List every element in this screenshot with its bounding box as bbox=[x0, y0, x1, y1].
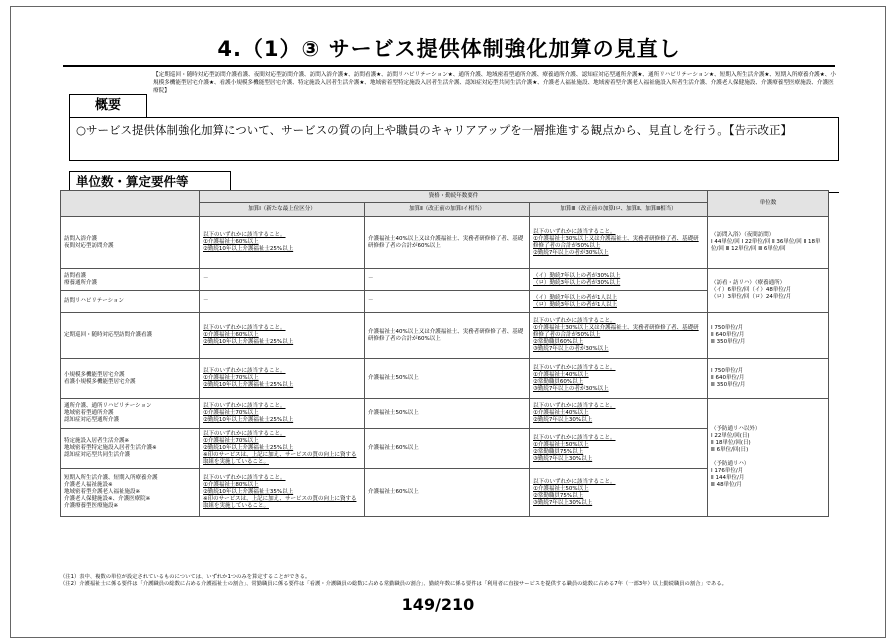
kasan-2-cell: 介護福祉士40%以上又は介護福祉士、実務者研修修了者、基礎研修修了者の合計が60%以上 bbox=[365, 313, 530, 359]
table-row bbox=[61, 359, 829, 399]
kasan-2-cell: － bbox=[365, 269, 530, 291]
page-number: 149/210 bbox=[401, 595, 475, 614]
service-cell: 短期入所生活介護、短期入所療養介護 介護老人福祉施設※ 地域密着型介護老人福祉施設※ 介護老人保健施設※、介護医療院※ 介護療養型医療施設※ bbox=[61, 469, 200, 517]
requirements-label: 単位数・算定要件等 bbox=[69, 171, 231, 193]
title-underline bbox=[63, 65, 835, 67]
kasan-3-cell: 以下のいずれかに該当すること。 ①介護福祉士40%以上 ②常勤職員60%以上 ③勤続7年以上の者が30%以上 bbox=[530, 359, 708, 399]
kasan-1-cell: 以下のいずれかに該当すること。 ①介護福祉士80%以上 ②勤続10年以上介護福祉士35%以上 ※印のサービスは、上記に加え、サービスの質の向上に資する取組を実施していること。 bbox=[200, 469, 365, 517]
kasan-2-cell: 介護福祉士50%以上 bbox=[365, 399, 530, 429]
units-cell: Ⅰ 750単位/月 Ⅱ 640単位/月 Ⅲ 350単位/月 bbox=[708, 313, 829, 359]
kasan-1-cell: － bbox=[200, 291, 365, 313]
kasan-1-cell: － bbox=[200, 269, 365, 291]
service-cell: 定期巡回・随時対応型訪問介護看護 bbox=[61, 313, 200, 359]
units-cell: Ⅰ 750単位/月 Ⅱ 640単位/月 Ⅲ 350単位/月 bbox=[708, 359, 829, 399]
header-kasan-3: 加算Ⅲ（改正前の加算Ⅰロ、加算Ⅱ、加算Ⅲ相当） bbox=[530, 203, 708, 217]
service-cell: 小規模多機能型居宅介護 看護小規模多機能型居宅介護 bbox=[61, 359, 200, 399]
service-cell: 訪問リハビリテーション bbox=[61, 291, 200, 313]
table-row bbox=[61, 399, 829, 429]
kasan-3-cell: 以下のいずれかに該当すること。 ①介護福祉士40%以上 ②勤続7年以上30%以上 bbox=[530, 399, 708, 429]
footnotes bbox=[60, 574, 840, 588]
kasan-1-cell: 以下のいずれかに該当すること。 ①介護福祉士60%以上 ②勤続10年以上介護福祉士25%以上 bbox=[200, 217, 365, 269]
kasan-2-cell: － bbox=[365, 291, 530, 313]
units-cell: （訪看・訪リハ）（療養通所） （イ）6単位/回（イ）48単位/月 （ロ）3単位/回（ロ）24単位/月 bbox=[708, 269, 829, 313]
header-kasan-1: 加算Ⅰ（新たな最上位区分） bbox=[200, 203, 365, 217]
target-services: 【定期巡回・随時対応型訪問介護看護、夜間対応型訪問介護、訪問入浴介護★、訪問看護★、訪問リハビリテーション★、通所介護、地域密着型通所介護、療養通所介護、認知症対応型通所介護★、通所リハビリテーション★、短期入所生活介護★、短期入所療養介護★、小規模多機能型居宅介護★、看護小規模多機能型居宅介護、特定施設入居者生活介護★、地域密着型特定施設入居者生活介護、認知症対応型共同生活介護★、介護老人福祉施設、地域密着型介護老人福祉施設入所者生活介護、介護老人保健施設、介護療養型医療施設、介護医療院】 bbox=[153, 72, 836, 94]
header-blank bbox=[61, 191, 200, 217]
kasan-2-cell: 介護福祉士60%以上 bbox=[365, 429, 530, 469]
kasan-1-cell: 以下のいずれかに該当すること。 ①介護福祉士70%以上 ②勤続10年以上介護福祉士25%以上 bbox=[200, 399, 365, 429]
footnote-1: （注1）表中、複数の単位が設定されているものについては、いずれか1つのみを算定することができる。 bbox=[60, 574, 311, 580]
header-units: 単位数 bbox=[708, 191, 829, 217]
kasan-1-cell: 以下のいずれかに該当すること。 ①介護福祉士70%以上 ②勤続10年以上介護福祉士25%以上 ※印のサービスは、上記に加え、サービスの質の向上に資する取組を実施していること。 bbox=[200, 429, 365, 469]
overview-label: 概要 bbox=[69, 94, 147, 118]
page-title: 4.（1）③ サービス提供体制強化加算の見直し bbox=[217, 37, 681, 61]
service-cell: 訪問看護 療養通所介護 bbox=[61, 269, 200, 291]
summary-box: ○サービス提供体制強化加算について、サービスの質の向上や職員のキャリアアップを一層推進する観点から、見直しを行う。【告示改正】 bbox=[69, 117, 839, 161]
footnote-2: （注2）介護福祉士に係る要件は「介護職員の総数に占める介護福祉士の割合」、常勤職員に係る要件は「看護・介護職員の総数に占める常勤職員の割合」、勤続年数に係る要件は「利用者に直接サービスを提供する職員の総数に占める7年（一部3年）以上勤続職員の割合」である。 bbox=[60, 581, 727, 587]
kasan-2-cell: 介護福祉士50%以上 bbox=[365, 359, 530, 399]
units-cell: （訪問入浴）（夜間訪問） Ⅰ 44単位/回 Ⅰ 22単位/回 Ⅱ 36単位/回 Ⅱ 18単位/回 Ⅲ 12単位/回 Ⅲ 6単位/回 bbox=[708, 217, 829, 269]
table-row bbox=[61, 269, 829, 291]
kasan-2-cell: 介護福祉士40%以上又は介護福祉士、実務者研修修了者、基礎研修修了者の合計が60%以上 bbox=[365, 217, 530, 269]
service-cell: 特定施設入居者生活介護※ 地域密着型特定施設入居者生活介護※ 認知症対応型共同生活介護 bbox=[61, 429, 200, 469]
units-cell: （予防通リハ以外） Ⅰ 22単位/回(日) Ⅱ 18単位/回(日) Ⅲ 6単位/回(日) （予防通リハ） Ⅰ 176単位/月 Ⅱ 144単位/月 Ⅲ 48単位/月 bbox=[708, 399, 829, 517]
kasan-3-cell: 以下のいずれかに該当すること。 ①介護福祉士50%以上 ②常勤職員75%以上 ③勤続7年以上30%以上 bbox=[530, 429, 708, 469]
kasan-3-cell: （イ）勤続7年以上の者が30%以上 （ロ）勤続3年以上の者が30%以上 bbox=[530, 269, 708, 291]
requirements-table bbox=[60, 190, 829, 517]
kasan-3-cell: （イ）勤続7年以上の者が1人以上 （ロ）勤続3年以上の者が1人以上 bbox=[530, 291, 708, 313]
service-cell: 訪問入浴介護 夜間対応型訪問介護 bbox=[61, 217, 200, 269]
kasan-1-cell: 以下のいずれかに該当すること。 ①介護福祉士60%以上 ②勤続10年以上介護福祉士25%以上 bbox=[200, 313, 365, 359]
table-row bbox=[61, 313, 829, 359]
table-row bbox=[61, 217, 829, 269]
header-kasan-2: 加算Ⅱ（改正前の加算Ⅰイ相当） bbox=[365, 203, 530, 217]
kasan-3-cell: 以下のいずれかに該当すること。 ①介護福祉士50%以上 ②常勤職員75%以上 ③勤続7年以上30%以上 bbox=[530, 469, 708, 517]
header-group: 資格・勤続年数要件 bbox=[200, 191, 708, 203]
kasan-1-cell: 以下のいずれかに該当すること。 ①介護福祉士70%以上 ②勤続10年以上介護福祉士25%以上 bbox=[200, 359, 365, 399]
service-cell: 通所介護、通所リハビリテーション 地域密着型通所介護 認知症対応型通所介護 bbox=[61, 399, 200, 429]
kasan-3-cell: 以下のいずれかに該当すること。 ①介護福祉士30%以上又は介護福祉士、実務者研修修了者、基礎研修修了者の合計が50%以上 ②常勤職員60%以上 ③勤続7年以上の者が30%以上 bbox=[530, 313, 708, 359]
kasan-3-cell: 以下のいずれかに該当すること。 ①介護福祉士30%以上又は介護福祉士、実務者研修修了者、基礎研修修了者の合計が50%以上 ②勤続7年以上の者が30%以上 bbox=[530, 217, 708, 269]
kasan-2-cell: 介護福祉士60%以上 bbox=[365, 469, 530, 517]
